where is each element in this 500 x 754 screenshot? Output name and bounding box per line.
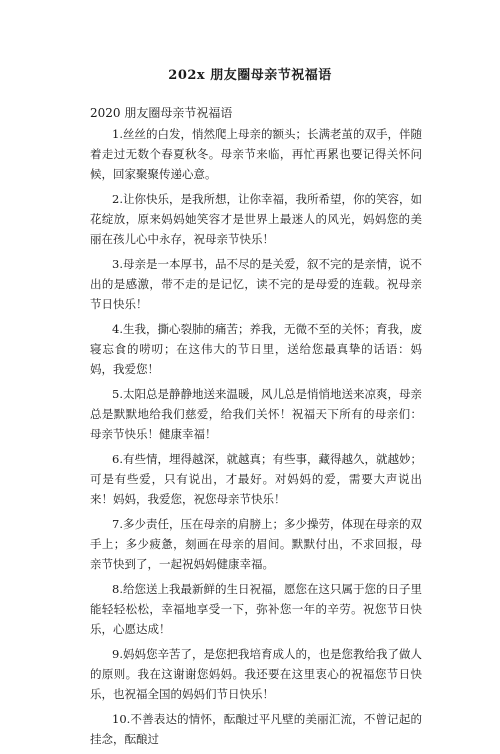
document-subtitle: 2020 朋友圈母亲节祝福语: [90, 106, 233, 120]
paragraph-9: 9.妈妈您辛苦了，是您把我培育成人的，也是您教给我了做人的原则。我在这谢谢您妈妈。我还要在这里衷心的祝福您节日快乐，也祝福全国的妈妈们节日快乐！: [90, 647, 422, 701]
paragraph-list: [90, 124, 422, 754]
paragraph-5: 5.太阳总是静静地送来温暖，风儿总是悄悄地送来凉爽，母亲总是默默地给我们慈爱，给我们关怀！祝福天下所有的母亲们：母亲节快乐！健康幸福！: [90, 387, 422, 441]
paragraph-1: 1.丝丝的白发，悄然爬上母亲的额头；长满老茧的双手，伴随着走过无数个春夏秋冬。母亲节来临，再忙再累也要记得关怀问候，回家聚聚传递心意。: [90, 127, 422, 181]
paragraph-10: 10.不善表达的情怀，酝酿过平凡壁的美丽汇流，不曾记起的挂念，酝酿过: [90, 712, 422, 746]
paragraph-8: 8.给您送上我最新鲜的生日祝福，愿您在这只属于您的日子里能轻轻松松，幸福地享受一下，弥补您一年的辛劳。祝您节日快乐，心愿达成！: [90, 582, 422, 636]
paragraph-6: 6.有些情，埋得越深，就越真；有些事，藏得越久，就越妙；可是有些爱，只有说出，才最好。对妈妈的爱，需要大声说出来！妈妈，我爱您，祝您母亲节快乐！: [90, 452, 422, 506]
document-title: 202x 朋友圈母亲节祝福语: [168, 68, 332, 83]
paragraph-4: 4.生我，撕心裂肺的痛苦；养我，无微不至的关怀；育我，废寝忘食的唠叨；在这伟大的节日里，送给您最真挚的话语：妈妈，我爱您！: [90, 322, 422, 376]
paragraph-2: 2.让你快乐，是我所想，让你幸福，我所希望，你的笑容，如花绽放，原来妈妈她笑容才是世界上最迷人的风光，妈妈您的美丽在孩儿心中永存，祝母亲节快乐！: [90, 192, 422, 246]
paragraph-3: 3.母亲是一本厚书，品不尽的是关爱，叙不完的是亲情，说不出的是感激，带不走的是记忆，读不完的是母爱的连载。祝母亲节日快乐！: [90, 257, 422, 311]
paragraph-7: 7.多少责任，压在母亲的肩膀上；多少操劳，体现在母亲的双手上；多少疲惫，刻画在母亲的眉间。默默付出，不求回报，母亲节快到了，一起祝妈妈健康幸福。: [90, 517, 422, 571]
